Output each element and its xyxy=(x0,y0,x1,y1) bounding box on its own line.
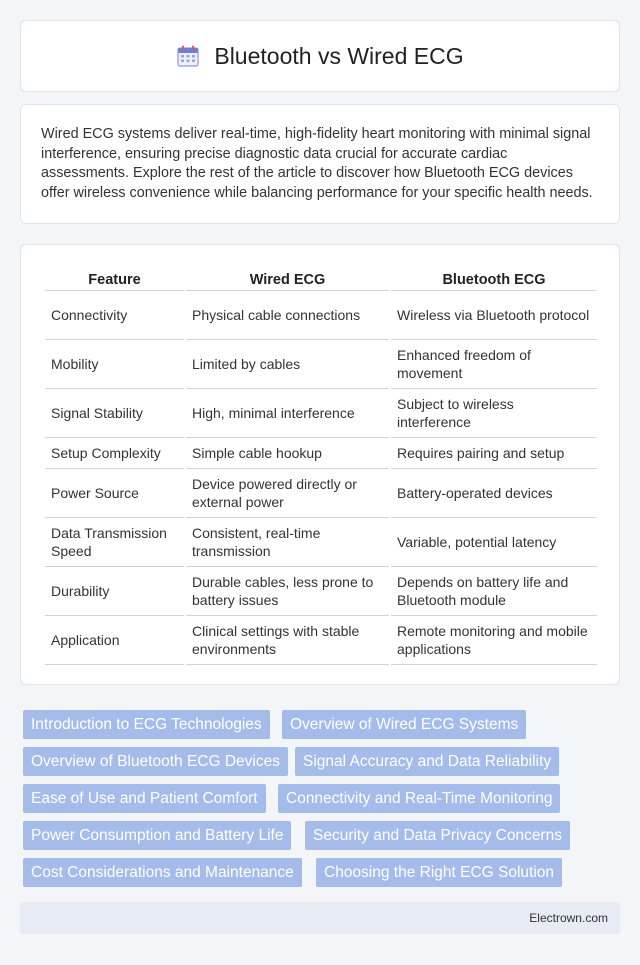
table-row xyxy=(45,518,597,567)
table-cell: Subject to wireless interference xyxy=(391,389,597,438)
table-cell: Remote monitoring and mobile applications xyxy=(391,616,597,665)
table-cell: Variable, potential latency xyxy=(391,518,597,567)
table-cell: Physical cable connections xyxy=(186,291,389,340)
comparison-table xyxy=(43,265,599,665)
table-cell: Consistent, real-time transmission xyxy=(186,518,389,567)
table-cell: Setup Complexity xyxy=(45,438,184,469)
table-cell: Durability xyxy=(45,567,184,616)
table-cell: Limited by cables xyxy=(186,340,389,389)
tag-introduction[interactable]: Introduction to ECG Technologies xyxy=(23,710,270,739)
tag-signal-accuracy[interactable]: Signal Accuracy and Data Reliability xyxy=(295,747,559,776)
tag-power-consumption[interactable]: Power Consumption and Battery Life xyxy=(23,821,291,850)
table-row xyxy=(45,438,597,469)
tag-ease-of-use[interactable]: Ease of Use and Patient Comfort xyxy=(23,784,266,813)
tag-choosing-solution[interactable]: Choosing the Right ECG Solution xyxy=(316,858,562,887)
table-cell: Battery-operated devices xyxy=(391,469,597,518)
table-cell: Clinical settings with stable environments xyxy=(186,616,389,665)
calendar-icon xyxy=(176,44,200,68)
table-row xyxy=(45,567,597,616)
table-cell: Enhanced freedom of movement xyxy=(391,340,597,389)
table-cell: Application xyxy=(45,616,184,665)
tag-cost[interactable]: Cost Considerations and Maintenance xyxy=(23,858,302,887)
tag-bluetooth-overview[interactable]: Overview of Bluetooth ECG Devices xyxy=(23,747,288,776)
footer xyxy=(20,902,620,934)
table-cell: Wireless via Bluetooth protocol xyxy=(391,291,597,340)
page-title: Bluetooth vs Wired ECG xyxy=(214,42,464,69)
table-cell: Simple cable hookup xyxy=(186,438,389,469)
comparison-table-card xyxy=(20,244,620,685)
table-cell: Requires pairing and setup xyxy=(391,438,597,469)
tag-security[interactable]: Security and Data Privacy Concerns xyxy=(305,821,570,850)
intro-card xyxy=(20,104,620,224)
table-cell: Mobility xyxy=(45,340,184,389)
table-cell: Signal Stability xyxy=(45,389,184,438)
table-header-feature: Feature xyxy=(45,265,184,291)
table-row xyxy=(45,291,597,340)
footer-site[interactable]: Electrown.com xyxy=(529,911,608,925)
table-row xyxy=(45,389,597,438)
table-cell: Device powered directly or external power xyxy=(186,469,389,518)
table-row xyxy=(45,616,597,665)
table-cell: Power Source xyxy=(45,469,184,518)
table-row xyxy=(45,340,597,389)
table-header-bluetooth: Bluetooth ECG xyxy=(391,265,597,291)
table-cell: Connectivity xyxy=(45,291,184,340)
tag-connectivity[interactable]: Connectivity and Real-Time Monitoring xyxy=(278,784,560,813)
table-row xyxy=(45,469,597,518)
tag-wired-overview[interactable]: Overview of Wired ECG Systems xyxy=(282,710,526,739)
table-cell: High, minimal interference xyxy=(186,389,389,438)
table-header-wired: Wired ECG xyxy=(186,265,389,291)
intro-text: Wired ECG systems deliver real-time, high-fidelity heart monitoring with minimal signal interference, ensuring precise diagnostic data crucial for accurate cardiac assessments. Explore the rest of the article to discover how Bluetooth ECG devices offer wireless convenience while balancing performance for your specific health needs. xyxy=(41,126,593,201)
table-cell: Data Transmission Speed xyxy=(45,518,184,567)
title-card xyxy=(20,20,620,92)
table-cell: Durable cables, less prone to battery issues xyxy=(186,567,389,616)
table-cell: Depends on battery life and Bluetooth module xyxy=(391,567,597,616)
